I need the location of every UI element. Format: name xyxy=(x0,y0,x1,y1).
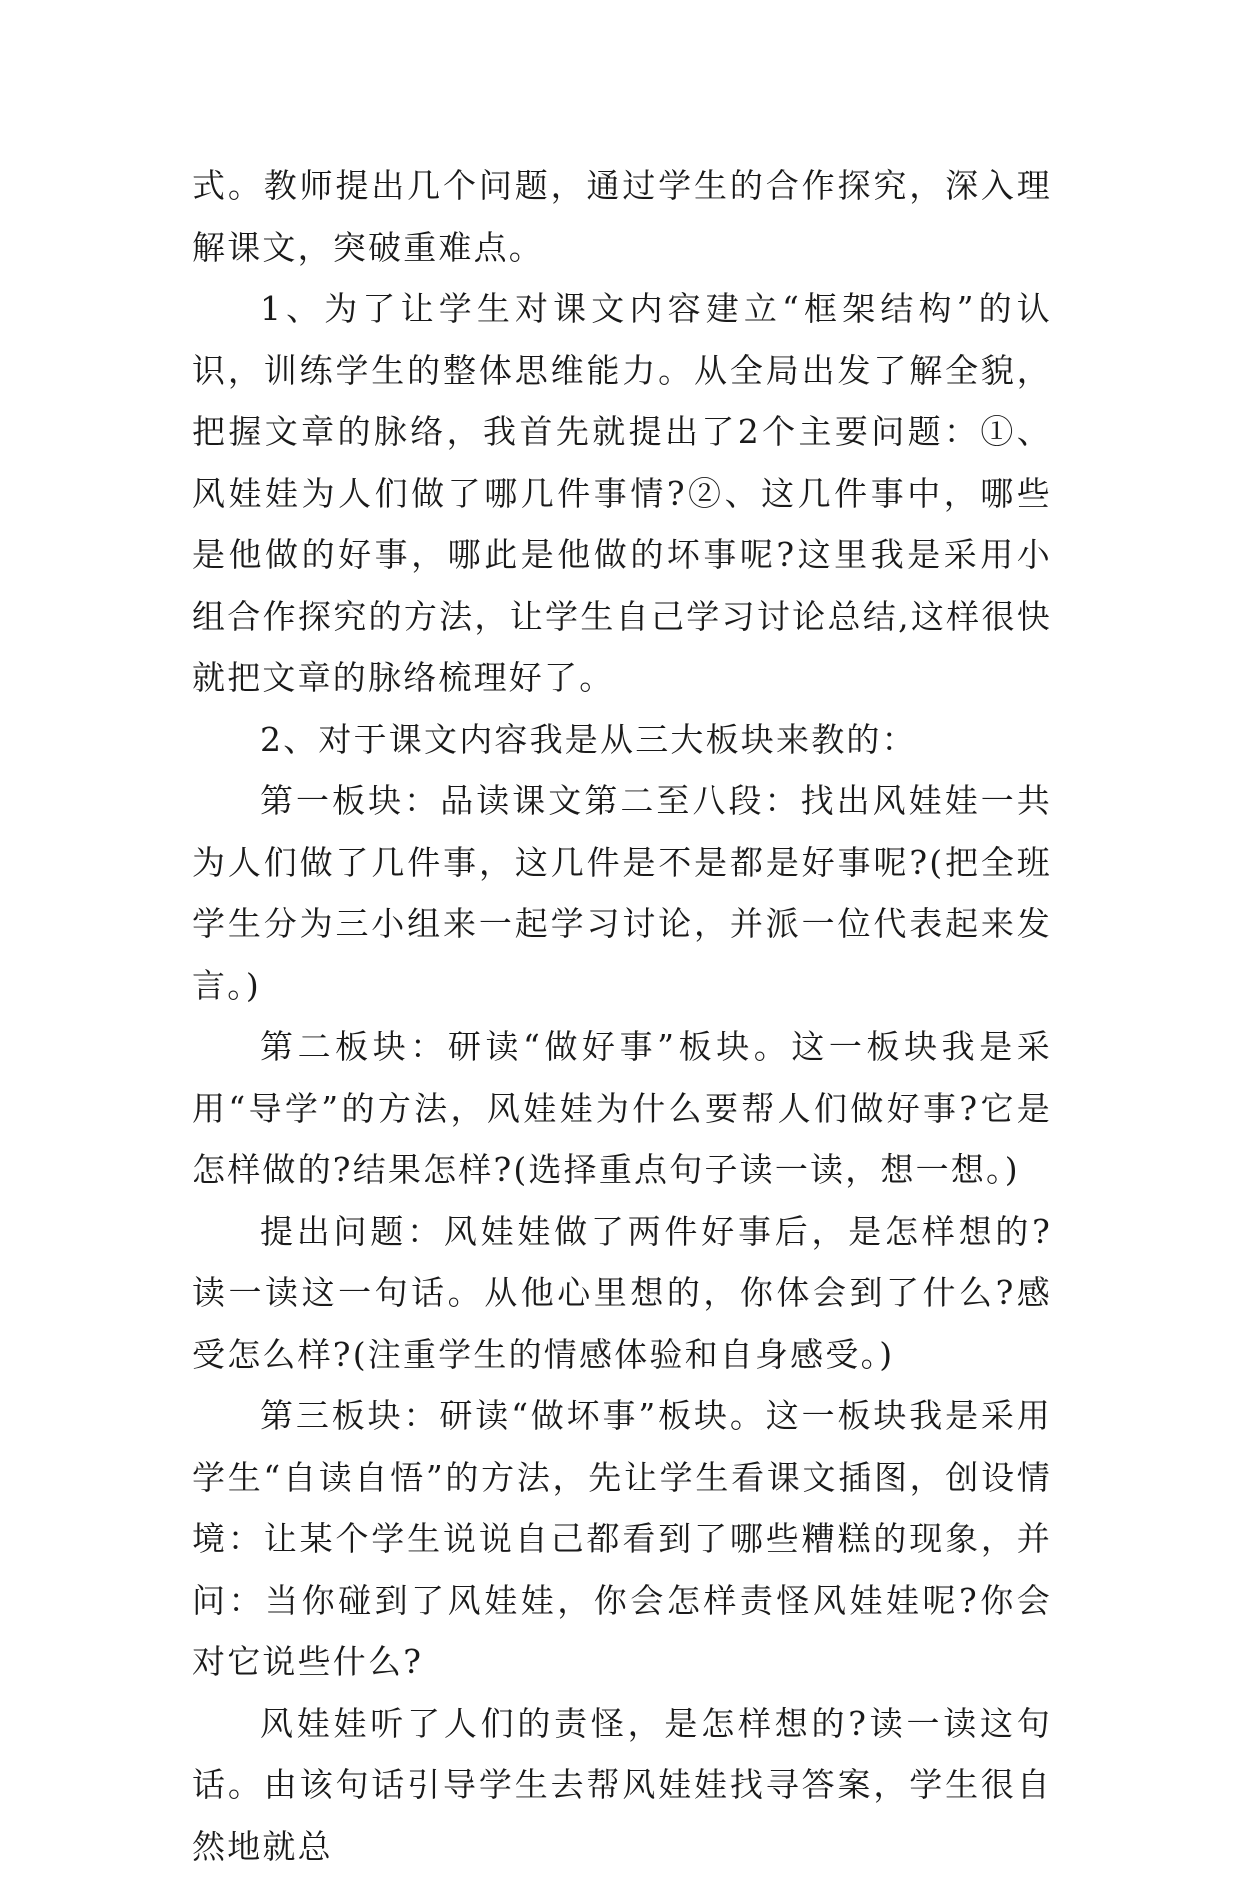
paragraph-framework: 1、为了让学生对课文内容建立“框架结构”的认识，训练学生的整体思维能力。从全局出发了解全貌，把握文章的脉络，我首先就提出了2个主要问题：①、风娃娃为人们做了哪几件事情?②、这几件事中，哪些是他做的好事，哪此是他做的坏事呢?这里我是采用小组合作探究的方法，让学生自己学习讨论总结,这样很快就把文章的脉络梳理好了。 xyxy=(192,278,1052,709)
paragraph-continuation: 式。教师提出几个问题，通过学生的合作探究，深入理解课文，突破重难点。 xyxy=(192,155,1052,278)
paragraph-question: 提出问题：风娃娃做了两件好事后，是怎样想的?读一读这一句话。从他心里想的，你体会到了什么?感受怎么样?(注重学生的情感体验和自身感受。) xyxy=(192,1201,1052,1386)
body-text xyxy=(192,155,1052,1877)
paragraph-section-two: 第二板块：研读“做好事”板块。这一板块我是采用“导学”的方法，风娃娃为什么要帮人们做好事?它是怎样做的?结果怎样?(选择重点句子读一读，想一想。) xyxy=(192,1016,1052,1201)
paragraph-reflection: 风娃娃听了人们的责怪，是怎样想的?读一读这句话。由该句话引导学生去帮风娃娃找寻答案，学生很自然地就总 xyxy=(192,1693,1052,1877)
paragraph-section-three: 第三板块：研读“做坏事”板块。这一板块我是采用学生“自读自悟”的方法，先让学生看课文插图，创设情境：让某个学生说说自己都看到了哪些糟糕的现象，并问：当你碰到了风娃娃，你会怎样责怪风娃娃呢?你会对它说些什么? xyxy=(192,1385,1052,1693)
paragraph-section-one: 第一板块：品读课文第二至八段：找出风娃娃一共为人们做了几件事，这几件是不是都是好事呢?(把全班学生分为三小组来一起学习讨论，并派一位代表起来发言。) xyxy=(192,770,1052,1016)
paragraph-three-sections: 2、对于课文内容我是从三大板块来教的： xyxy=(192,709,1052,771)
